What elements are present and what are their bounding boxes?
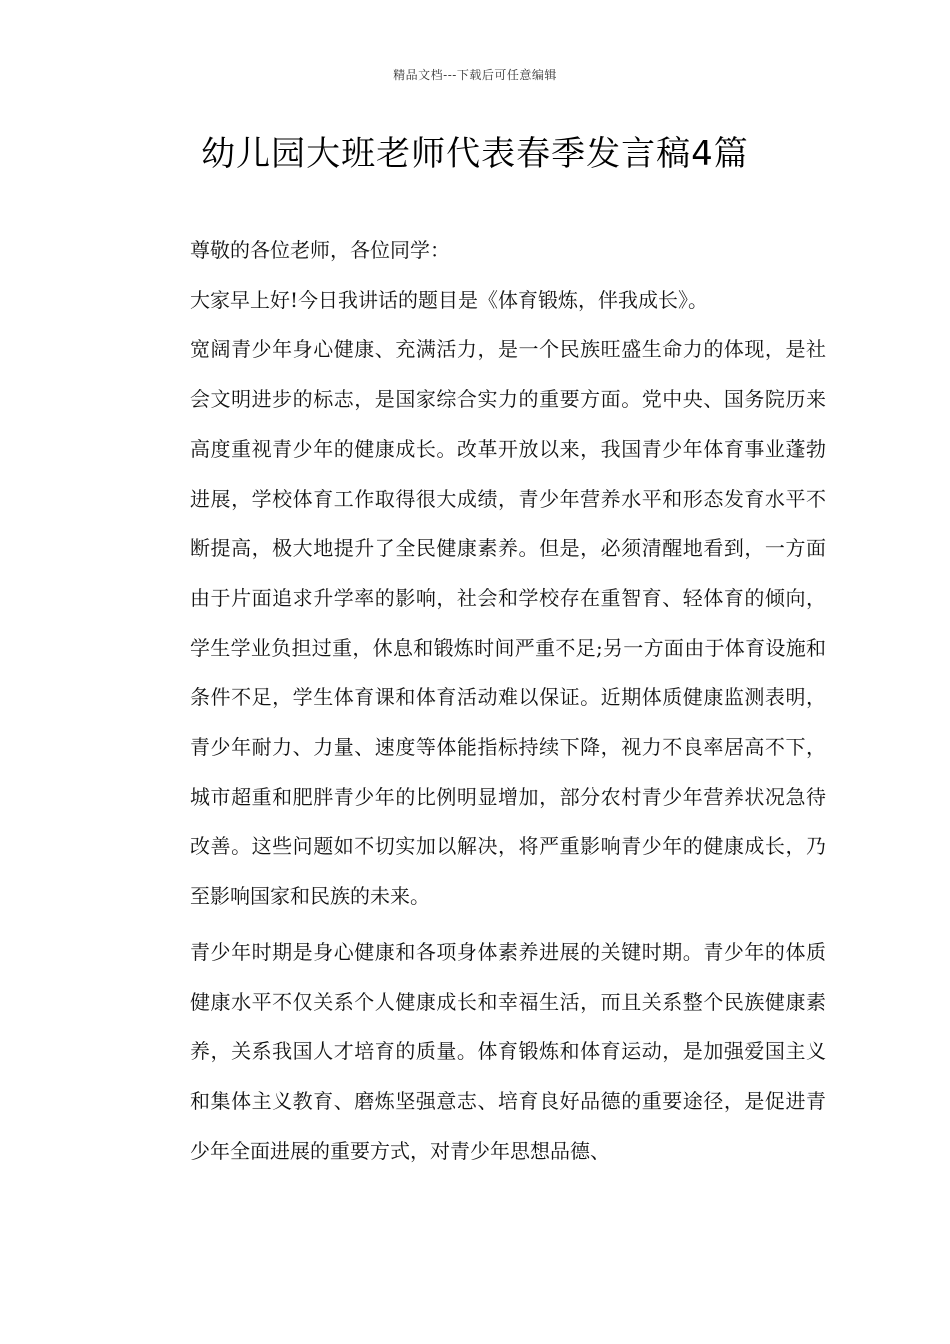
opening-line: 大家早上好!今日我讲话的题目是《体育锻炼，伴我成长》。 bbox=[190, 287, 709, 312]
body-paragraph-2: 青少年时期是身心健康和各项身体素养进展的关键时期。青少年的体质健康水平不仅关系个人健康成长和幸福生活，而且关系整个民族健康素养，关系我国人才培育的质量。体育锻炼和体育运动，是加强爱国主义和集体主义教育、磨炼坚强意志、培育良好品德的重要途径，是促进青少年全面进展的重要方式，对青少年思想品德、 bbox=[190, 939, 826, 1163]
document-body bbox=[146, 226, 826, 1176]
document-title: 幼儿园大班老师代表春季发言稿4篇 bbox=[201, 134, 749, 174]
header-note: 精品文档---下载后可任意编辑 bbox=[393, 68, 557, 82]
body-paragraph-1: 宽阔青少年身心健康、充满活力，是一个民族旺盛生命力的体现，是社会文明进步的标志，是国家综合实力的重要方面。党中央、国务院历来高度重视青少年的健康成长。改革开放以来，我国青少年体育事业蓬勃进展，学校体育工作取得很大成绩，青少年营养水平和形态发育水平不断提高，极大地提升了全民健康素养。但是，必须清醒地看到，一方面由于片面追求升学率的影响，社会和学校存在重智育、轻体育的倾向，学生学业负担过重，休息和锻炼时间严重不足;另一方面由于体育设施和条件不足，学生体育课和体育活动难以保证。近期体质健康监测表明，青少年耐力、力量、速度等体能指标持续下降，视力不良率居高不下，城市超重和肥胖青少年的比例明显增加，部分农村青少年营养状况急待改善。这些问题如不切实加以解决，将严重影响青少年的健康成长，乃至影响国家和民族的未来。 bbox=[190, 337, 826, 909]
greeting-line: 尊敬的各位老师，各位同学： bbox=[190, 238, 450, 262]
